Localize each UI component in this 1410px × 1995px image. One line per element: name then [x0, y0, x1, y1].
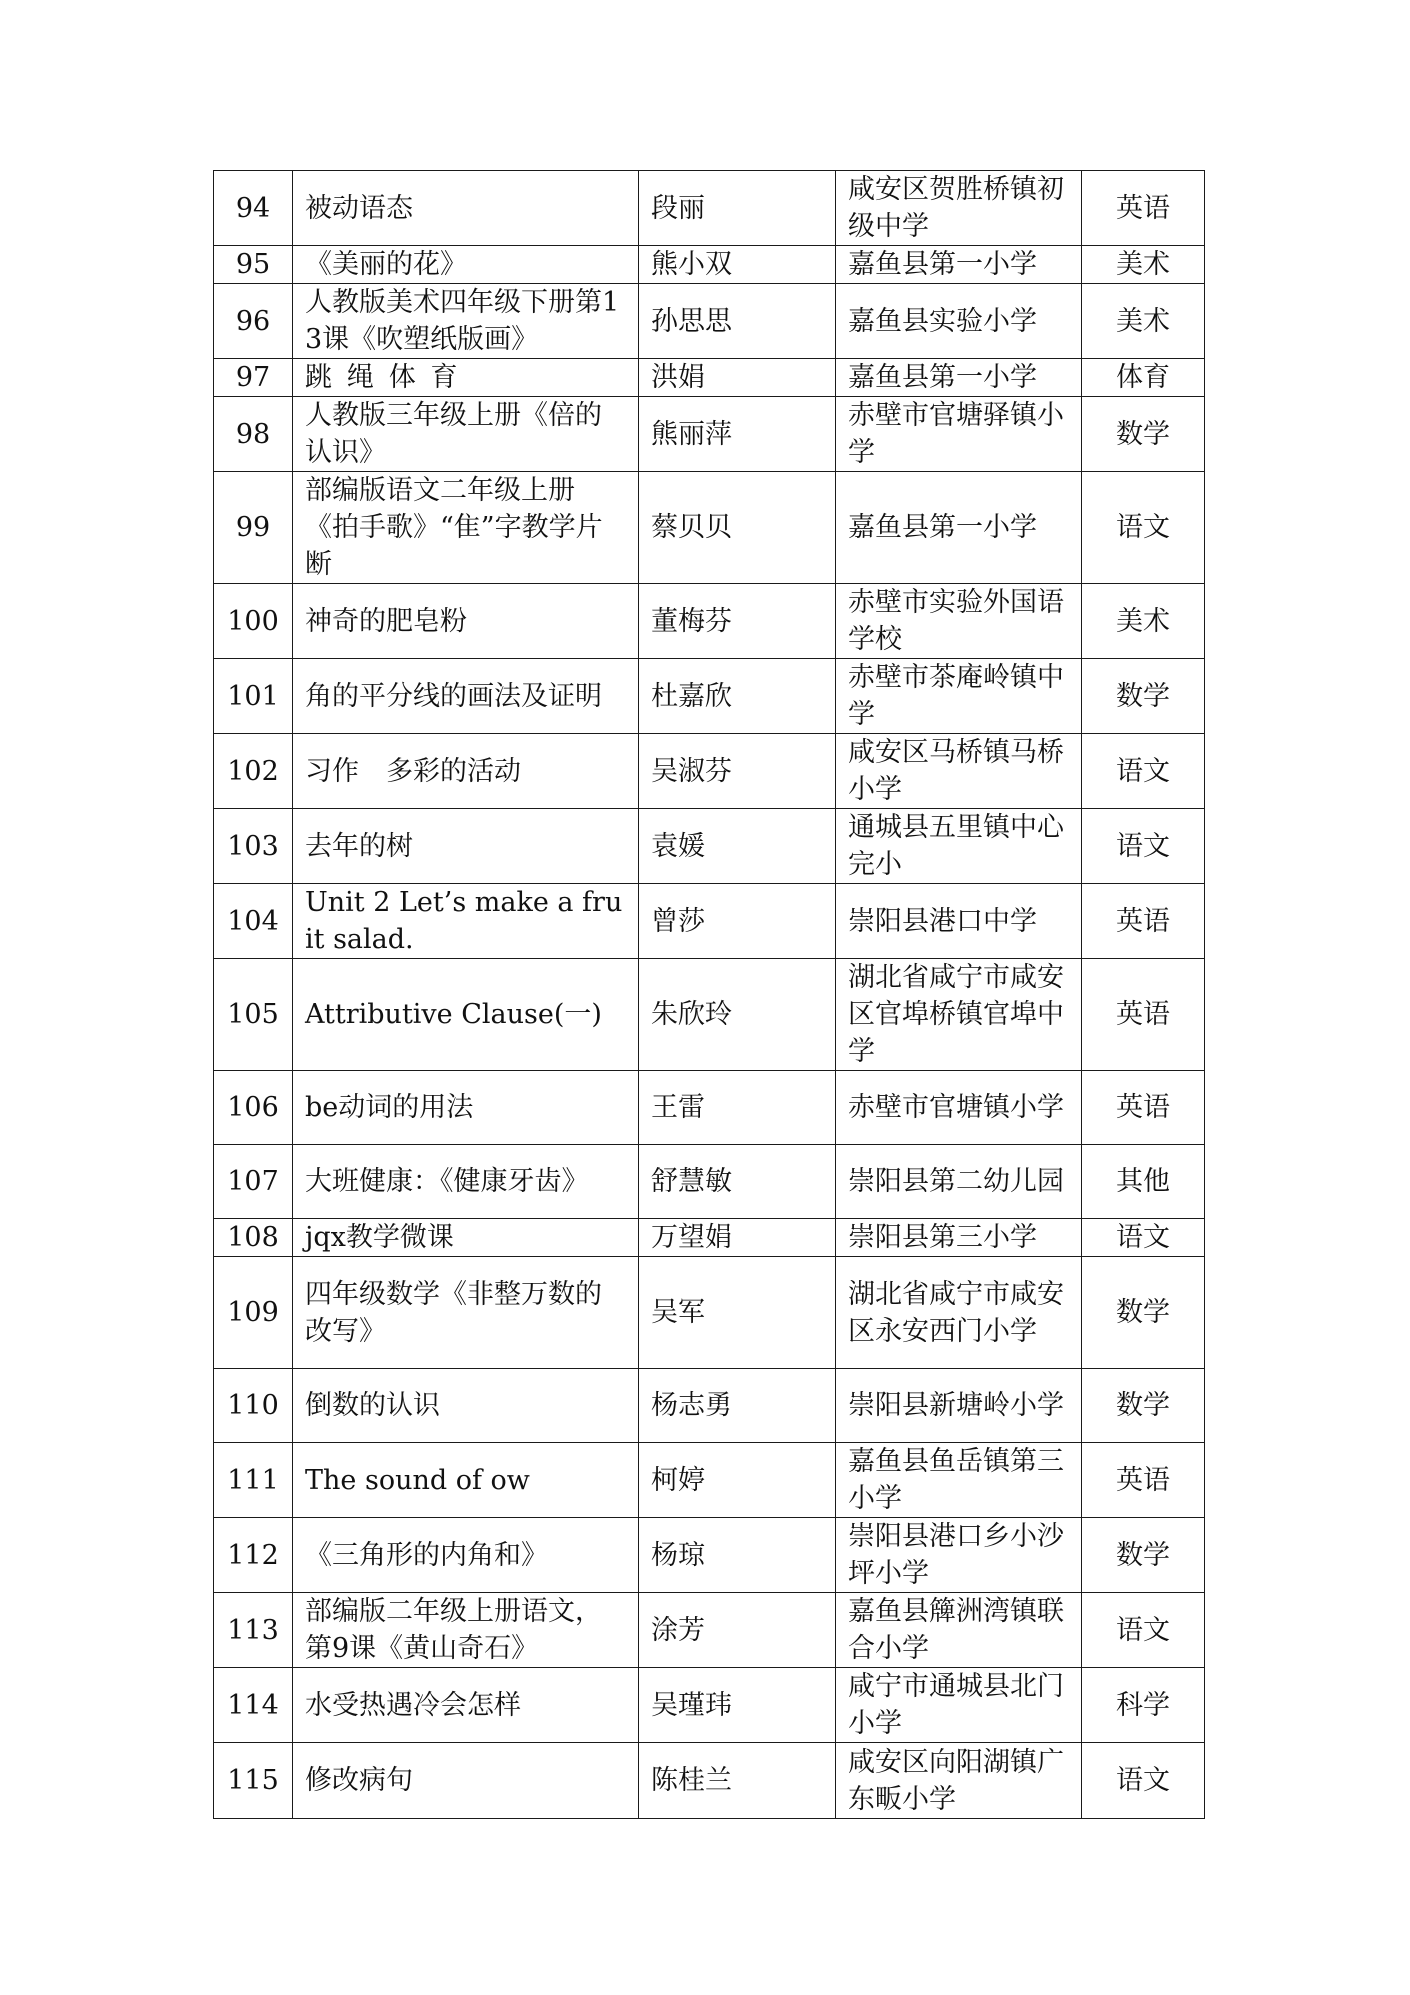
- table-row: [214, 1668, 1205, 1743]
- row-subject: 美术: [1082, 246, 1205, 284]
- row-title: 部编版语文二年级上册《拍手歌》“隹”字教学片断: [293, 472, 639, 584]
- row-subject: 语文: [1082, 809, 1205, 884]
- row-school: 湖北省咸宁市咸安区官埠桥镇官埠中学: [836, 959, 1082, 1071]
- row-school: 崇阳县新塘岭小学: [836, 1369, 1082, 1443]
- row-subject: 数学: [1082, 1257, 1205, 1369]
- row-number: 101: [214, 659, 293, 734]
- table-row: [214, 246, 1205, 284]
- row-number: 106: [214, 1071, 293, 1145]
- row-school: 赤壁市官塘驿镇小学: [836, 397, 1082, 472]
- row-title: 倒数的认识: [293, 1369, 639, 1443]
- row-subject: 语文: [1082, 734, 1205, 809]
- row-subject: 数学: [1082, 1518, 1205, 1593]
- row-teacher: 洪娟: [639, 359, 836, 397]
- row-number: 109: [214, 1257, 293, 1369]
- row-title: 人教版美术四年级下册第13课《吹塑纸版画》: [293, 284, 639, 359]
- row-title: 习作 多彩的活动: [293, 734, 639, 809]
- row-number: 105: [214, 959, 293, 1071]
- row-title: jqx教学微课: [293, 1219, 639, 1257]
- row-number: 104: [214, 884, 293, 959]
- table-row: [214, 734, 1205, 809]
- row-teacher: 柯婷: [639, 1443, 836, 1518]
- row-school: 咸安区向阳湖镇广东畈小学: [836, 1743, 1082, 1819]
- row-subject: 英语: [1082, 959, 1205, 1071]
- row-school: 赤壁市茶庵岭镇中学: [836, 659, 1082, 734]
- row-number: 96: [214, 284, 293, 359]
- row-school: 崇阳县第二幼儿园: [836, 1145, 1082, 1219]
- row-title: The sound of ow: [293, 1443, 639, 1518]
- row-teacher: 朱欣玲: [639, 959, 836, 1071]
- row-subject: 英语: [1082, 1071, 1205, 1145]
- row-title: Unit 2 Let’s make a fruit salad.: [293, 884, 639, 959]
- row-school: 嘉鱼县第一小学: [836, 246, 1082, 284]
- row-number: 99: [214, 472, 293, 584]
- row-number: 95: [214, 246, 293, 284]
- row-school: 咸安区贺胜桥镇初级中学: [836, 171, 1082, 246]
- row-school: 通城县五里镇中心完小: [836, 809, 1082, 884]
- row-subject: 数学: [1082, 397, 1205, 472]
- row-title: 《美丽的花》: [293, 246, 639, 284]
- row-teacher: 曾莎: [639, 884, 836, 959]
- row-teacher: 舒慧敏: [639, 1145, 836, 1219]
- row-school: 湖北省咸宁市咸安区永安西门小学: [836, 1257, 1082, 1369]
- row-title: 水受热遇冷会怎样: [293, 1668, 639, 1743]
- row-number: 115: [214, 1743, 293, 1819]
- row-school: 赤壁市实验外国语学校: [836, 584, 1082, 659]
- table-row: [214, 1257, 1205, 1369]
- table-row: [214, 884, 1205, 959]
- row-subject: 语文: [1082, 472, 1205, 584]
- row-subject: 语文: [1082, 1743, 1205, 1819]
- row-school: 嘉鱼县第一小学: [836, 359, 1082, 397]
- row-number: 98: [214, 397, 293, 472]
- row-number: 102: [214, 734, 293, 809]
- row-teacher: 杨琼: [639, 1518, 836, 1593]
- row-subject: 其他: [1082, 1145, 1205, 1219]
- row-teacher: 吴淑芬: [639, 734, 836, 809]
- row-school: 嘉鱼县实验小学: [836, 284, 1082, 359]
- row-number: 94: [214, 171, 293, 246]
- row-number: 114: [214, 1668, 293, 1743]
- table-row: [214, 1743, 1205, 1819]
- table-row: [214, 1443, 1205, 1518]
- row-number: 103: [214, 809, 293, 884]
- row-number: 108: [214, 1219, 293, 1257]
- row-title: 角的平分线的画法及证明: [293, 659, 639, 734]
- table-row: [214, 809, 1205, 884]
- row-title: 被动语态: [293, 171, 639, 246]
- row-teacher: 万望娟: [639, 1219, 836, 1257]
- row-school: 嘉鱼县簰洲湾镇联合小学: [836, 1593, 1082, 1668]
- row-subject: 数学: [1082, 1369, 1205, 1443]
- row-title: 跳绳体育: [293, 359, 639, 397]
- row-teacher: 孙思思: [639, 284, 836, 359]
- row-school: 崇阳县港口乡小沙坪小学: [836, 1518, 1082, 1593]
- table-row: [214, 959, 1205, 1071]
- row-teacher: 吴瑾玮: [639, 1668, 836, 1743]
- row-title: be动词的用法: [293, 1071, 639, 1145]
- entries-table-body: [214, 171, 1205, 1819]
- row-teacher: 熊小双: [639, 246, 836, 284]
- table-row: [214, 472, 1205, 584]
- row-teacher: 袁媛: [639, 809, 836, 884]
- row-subject: 数学: [1082, 659, 1205, 734]
- entries-table: [213, 170, 1205, 1819]
- row-title: 《三角形的内角和》: [293, 1518, 639, 1593]
- row-title: 修改病句: [293, 1743, 639, 1819]
- row-subject: 英语: [1082, 1443, 1205, 1518]
- row-number: 110: [214, 1369, 293, 1443]
- row-subject: 语文: [1082, 1219, 1205, 1257]
- row-title: 神奇的肥皂粉: [293, 584, 639, 659]
- row-number: 107: [214, 1145, 293, 1219]
- row-school: 嘉鱼县鱼岳镇第三小学: [836, 1443, 1082, 1518]
- row-number: 111: [214, 1443, 293, 1518]
- row-teacher: 涂芳: [639, 1593, 836, 1668]
- table-row: [214, 359, 1205, 397]
- table-row: [214, 1145, 1205, 1219]
- table-row: [214, 659, 1205, 734]
- row-school: 崇阳县第三小学: [836, 1219, 1082, 1257]
- row-teacher: 杜嘉欣: [639, 659, 836, 734]
- row-number: 113: [214, 1593, 293, 1668]
- row-title: 去年的树: [293, 809, 639, 884]
- table-row: [214, 1369, 1205, 1443]
- table-row: [214, 171, 1205, 246]
- row-subject: 英语: [1082, 171, 1205, 246]
- row-number: 100: [214, 584, 293, 659]
- table-row: [214, 1219, 1205, 1257]
- row-subject: 美术: [1082, 584, 1205, 659]
- row-title: 四年级数学《非整万数的改写》: [293, 1257, 639, 1369]
- row-title: 人教版三年级上册《倍的认识》: [293, 397, 639, 472]
- row-teacher: 董梅芬: [639, 584, 836, 659]
- row-subject: 科学: [1082, 1668, 1205, 1743]
- row-number: 112: [214, 1518, 293, 1593]
- row-subject: 语文: [1082, 1593, 1205, 1668]
- row-school: 崇阳县港口中学: [836, 884, 1082, 959]
- row-school: 咸安区马桥镇马桥小学: [836, 734, 1082, 809]
- row-title: Attributive Clause(一): [293, 959, 639, 1071]
- table-row: [214, 1518, 1205, 1593]
- table-row: [214, 1593, 1205, 1668]
- row-subject: 体育: [1082, 359, 1205, 397]
- row-teacher: 杨志勇: [639, 1369, 836, 1443]
- row-number: 97: [214, 359, 293, 397]
- row-title: 大班健康：《健康牙齿》: [293, 1145, 639, 1219]
- row-teacher: 吴军: [639, 1257, 836, 1369]
- row-teacher: 王雷: [639, 1071, 836, 1145]
- table-row: [214, 1071, 1205, 1145]
- row-teacher: 熊丽萍: [639, 397, 836, 472]
- row-school: 赤壁市官塘镇小学: [836, 1071, 1082, 1145]
- table-row: [214, 397, 1205, 472]
- row-subject: 美术: [1082, 284, 1205, 359]
- row-school: 嘉鱼县第一小学: [836, 472, 1082, 584]
- row-teacher: 段丽: [639, 171, 836, 246]
- row-subject: 英语: [1082, 884, 1205, 959]
- row-teacher: 陈桂兰: [639, 1743, 836, 1819]
- table-row: [214, 284, 1205, 359]
- row-school: 咸宁市通城县北门小学: [836, 1668, 1082, 1743]
- table-row: [214, 584, 1205, 659]
- row-title: 部编版二年级上册语文，第9课《黄山奇石》: [293, 1593, 639, 1668]
- row-teacher: 蔡贝贝: [639, 472, 836, 584]
